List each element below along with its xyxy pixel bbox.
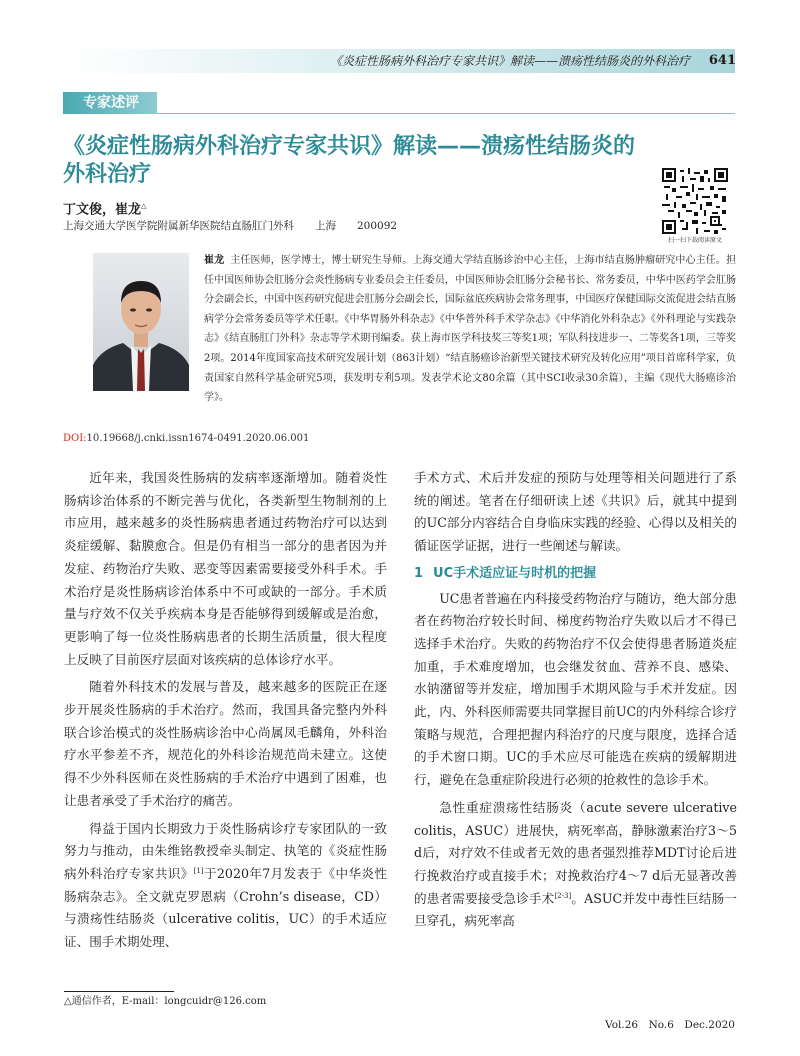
affiliation: 上海交通大学医学院附属新华医院结直肠肛门外科 上海 200092 [63,220,398,232]
qr-caption: 扫一扫下载阅读原文 [667,237,722,244]
corresponding-mark: △ [141,202,147,210]
doi-value: 10.19668/j.cnki.issn1674-0491.2020.06.001 [86,433,310,444]
issue-info: Vol.26 No.6 Dec.2020 [605,1019,735,1031]
author-line [63,197,146,219]
section-number: 1 [414,565,424,581]
paragraph: 随着外科技术的发展与普及，越来越多的医院正在逐步开展炎性肠病的手术治疗。然而，我国具备完整内外科联合诊治模式的炎性肠病诊治中心尚属凤毛麟角，外科治疗水平参差不齐，规范化的外科诊治规范尚未建立。这使得不少外科医师在炎性肠病的手术治疗中遇到了困难，也让患者承受了手术治疗的痛苦。 [64,679,387,808]
page-number: 641 [708,53,736,68]
qr-code-icon[interactable] [662,168,728,234]
section-heading [414,563,737,586]
section-tag: 专家述评 [63,92,157,114]
doi [63,432,309,446]
paragraph: 得益于国内长期致力于炎性肠病诊疗专家团队的一致努力与推动，由朱维铭教授牵头制定、执笔的《炎症性肠病外科治疗专家共识》[1]于2020年7月发表于《中华炎性肠病杂志》。全文就克罗恩病（Crohn’s disease，CD）与溃疡性结肠炎（ulcerative colitis，UC）的手术适应证、围手术期处理、 [64,820,387,950]
bio-text: 主任医师，医学博士，博士研究生导师。上海交通大学结直肠诊治中心主任，上海市结直肠肿瘤研究中心主任。担任中国医师协会肛肠分会炎性肠病专业委员会主任委员，中国医师协会肛肠分会秘书长、常务委员，中华中医药学会肛肠分会副会长，中国中医药研究促进会肛肠分会副会长，国际盆底疾病协会常务理事，中国医疗保健国际交流促进会结直肠病学分会常务委员等学术任职。《中华胃肠外科杂志》《中华普外科手术学杂志》《中华消化外科杂志》《外科理论与实践杂志》《结直肠肛门外科》杂志等学术期刊编委。获上海市医学科技奖三等奖1项；军队科技进步一、二等奖各1项，三等奖2项。2014年度国家高技术研究发展计划（863计划）“结直肠癌诊治新型关键技术研究及转化应用”项目首席科学家，负责国家自然科学基金研究5项，获发明专利5项。发表学术论文80余篇（其中SCI收录30余篇），主编《现代大肠癌诊治学》。 [204,255,737,404]
paragraph: 手术方式、术后并发症的预防与处理等相关问题进行了系统的阐述。笔者在仔细研读上述《共识》后，就其中提到的UC部分内容结合自身临床实践的经验、心得以及相关的循证医学证据，进行一些阐述与解读。 [414,470,737,554]
section-divider [157,113,735,114]
author-names: 丁文俊，崔龙 [63,202,142,218]
paragraph: 近年来，我国炎性肠病的发病率逐渐增加。随着炎性肠病诊治体系的不断完善与优化，各类新型生物制剂的上市应用，越来越多的炎性肠病患者通过药物治疗可以达到炎症缓解、黏膜愈合。但是仍有相当一部分的患者因为并发症、药物治疗失败、恶变等因素需要接受外科手术。手术治疗是炎性肠病诊治体系中不可或缺的一部分。手术质量与疗效不仅关乎疾病本身是否能够得到缓解或是治愈，更影响了每一位炎性肠病患者的长期生活质量，很大程度上反映了目前医疗层面对该疾病的总体诊疗水平。 [64,470,387,667]
body-right-column [414,467,737,938]
paragraph: UC患者普遍在内科接受药物治疗与随访，绝大部分患者在药物治疗较长时间、梯度药物治疗失败以后才不得已选择手术治疗。失败的药物治疗不仅会使得患者肠道炎症加重，手术难度增加，也会继发贫血、营养不良、感染、水钠潴留等并发症，增加围手术期风险与手术并发症。因此，内、外科医师需要共同掌握目前UC的内外科综合诊疗策略与规范，合理把握内科治疗的尺度与限度，选择合适的手术窗口期。UC的手术应尽可能选在疾病的缓解期进行，避免在急重症阶段进行必须的抢救性的急诊手术。 [414,590,737,788]
section-heading-text: UC手术适应证与时机的把握 [433,565,597,581]
doi-label: DOI: [63,433,87,444]
citation: [1] [193,866,204,875]
citation: [2-3] [554,891,572,900]
running-header-title: 《炎症性肠病外科治疗专家共识》解读——溃疡性结肠炎的外科治疗 [329,54,690,68]
author-bio [204,251,736,408]
bio-name: 崔龙 [204,255,225,266]
footnote-rule [64,991,174,992]
author-portrait [93,253,189,391]
body-left-column [64,467,387,959]
footnote: △通信作者，E-mail：longcuidr@126.com [64,996,267,1007]
paragraph: 急性重症溃疡性结肠炎（acute severe ulcerative colitis，ASUC）进展快，病死率高，静脉激素治疗3～5 d后，对疗效不佳或者无效的患者强烈推荐MDT讨论后进行挽救治疗或直接手术；对挽救治疗4～7 d后无显著改善的患者需要接受急诊手术[2-3]。ASUC并发中毒性巨结肠一旦穿孔，病死率高 [414,799,737,929]
article-title: 《炎症性肠病外科治疗专家共识》解读——溃疡性结肠炎的外科治疗 [63,134,636,187]
